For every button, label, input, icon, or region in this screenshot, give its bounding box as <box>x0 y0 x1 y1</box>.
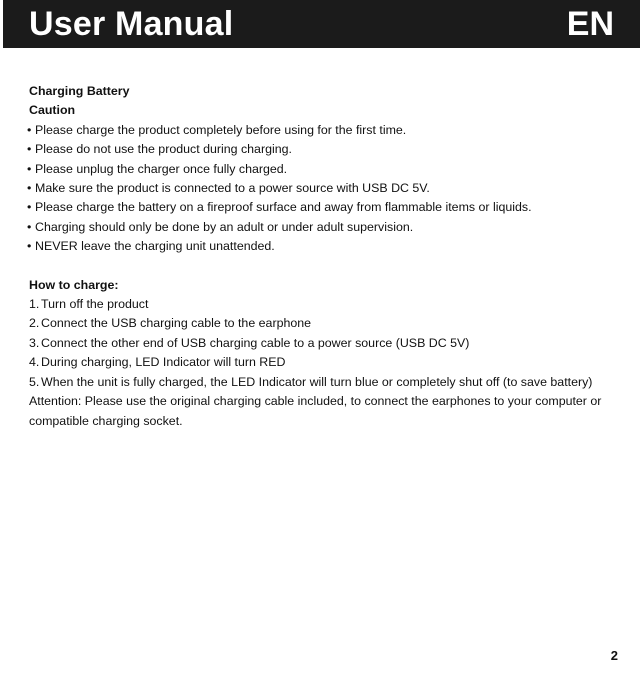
list-item <box>29 121 609 140</box>
list-item <box>29 198 609 217</box>
page-number: 2 <box>610 648 618 663</box>
charging-steps <box>29 295 609 392</box>
bullet-icon: • <box>27 161 32 176</box>
document-title: User Manual <box>29 5 234 43</box>
list-item <box>29 237 609 256</box>
list-item-text: Please charge the product completely before using for the first time. <box>35 122 407 137</box>
step-item <box>29 353 609 372</box>
bullet-icon: • <box>27 122 32 137</box>
caution-heading: Caution <box>29 103 76 118</box>
header-bar <box>3 0 640 48</box>
list-item-text: Please do not use the product during charging. <box>35 142 292 157</box>
section-heading-charging-battery: Charging Battery <box>29 84 130 98</box>
step-number: 5. <box>29 374 40 389</box>
step-text: During charging, LED Indicator will turn RED <box>41 355 286 370</box>
bullet-icon: • <box>27 239 32 254</box>
step-text: Turn off the product <box>41 297 149 312</box>
step-number: 2. <box>29 316 40 331</box>
caution-list <box>29 121 609 257</box>
list-item-text: Charging should only be done by an adult or under adult supervision. <box>35 219 414 234</box>
language-code: EN <box>566 5 614 43</box>
attention-note: Attention: Please use the original charging cable included, to connect the earphones to your computer or compatible charging socket. <box>29 394 602 428</box>
bullet-icon: • <box>27 181 32 196</box>
list-item-text: Make sure the product is connected to a power source with USB DC 5V. <box>35 181 430 196</box>
step-text: Connect the other end of USB charging cable to a power source (USB DC 5V) <box>41 335 470 350</box>
list-item-text: Please unplug the charger once fully charged. <box>35 161 288 176</box>
step-text: When the unit is fully charged, the LED Indicator will turn blue or completely shut off (to save battery) <box>41 374 593 389</box>
bullet-icon: • <box>27 200 32 215</box>
step-item <box>29 334 609 353</box>
list-item-text: Please charge the battery on a fireproof surface and away from flammable items or liquids. <box>35 200 532 215</box>
step-item <box>29 295 609 314</box>
step-number: 1. <box>29 297 40 312</box>
section-heading-how-to-charge: How to charge: <box>29 277 119 292</box>
list-item <box>29 140 609 159</box>
step-item <box>29 314 609 333</box>
step-text: Connect the USB charging cable to the earphone <box>41 316 312 331</box>
list-item <box>29 218 609 237</box>
list-item <box>29 160 609 179</box>
manual-content <box>29 82 609 431</box>
bullet-icon: • <box>27 219 32 234</box>
step-number: 4. <box>29 355 40 370</box>
bullet-icon: • <box>27 142 32 157</box>
list-item <box>29 179 609 198</box>
list-item-text: NEVER leave the charging unit unattended. <box>35 239 275 254</box>
section-spacer <box>29 257 609 276</box>
step-number: 3. <box>29 335 40 350</box>
step-item <box>29 373 609 392</box>
